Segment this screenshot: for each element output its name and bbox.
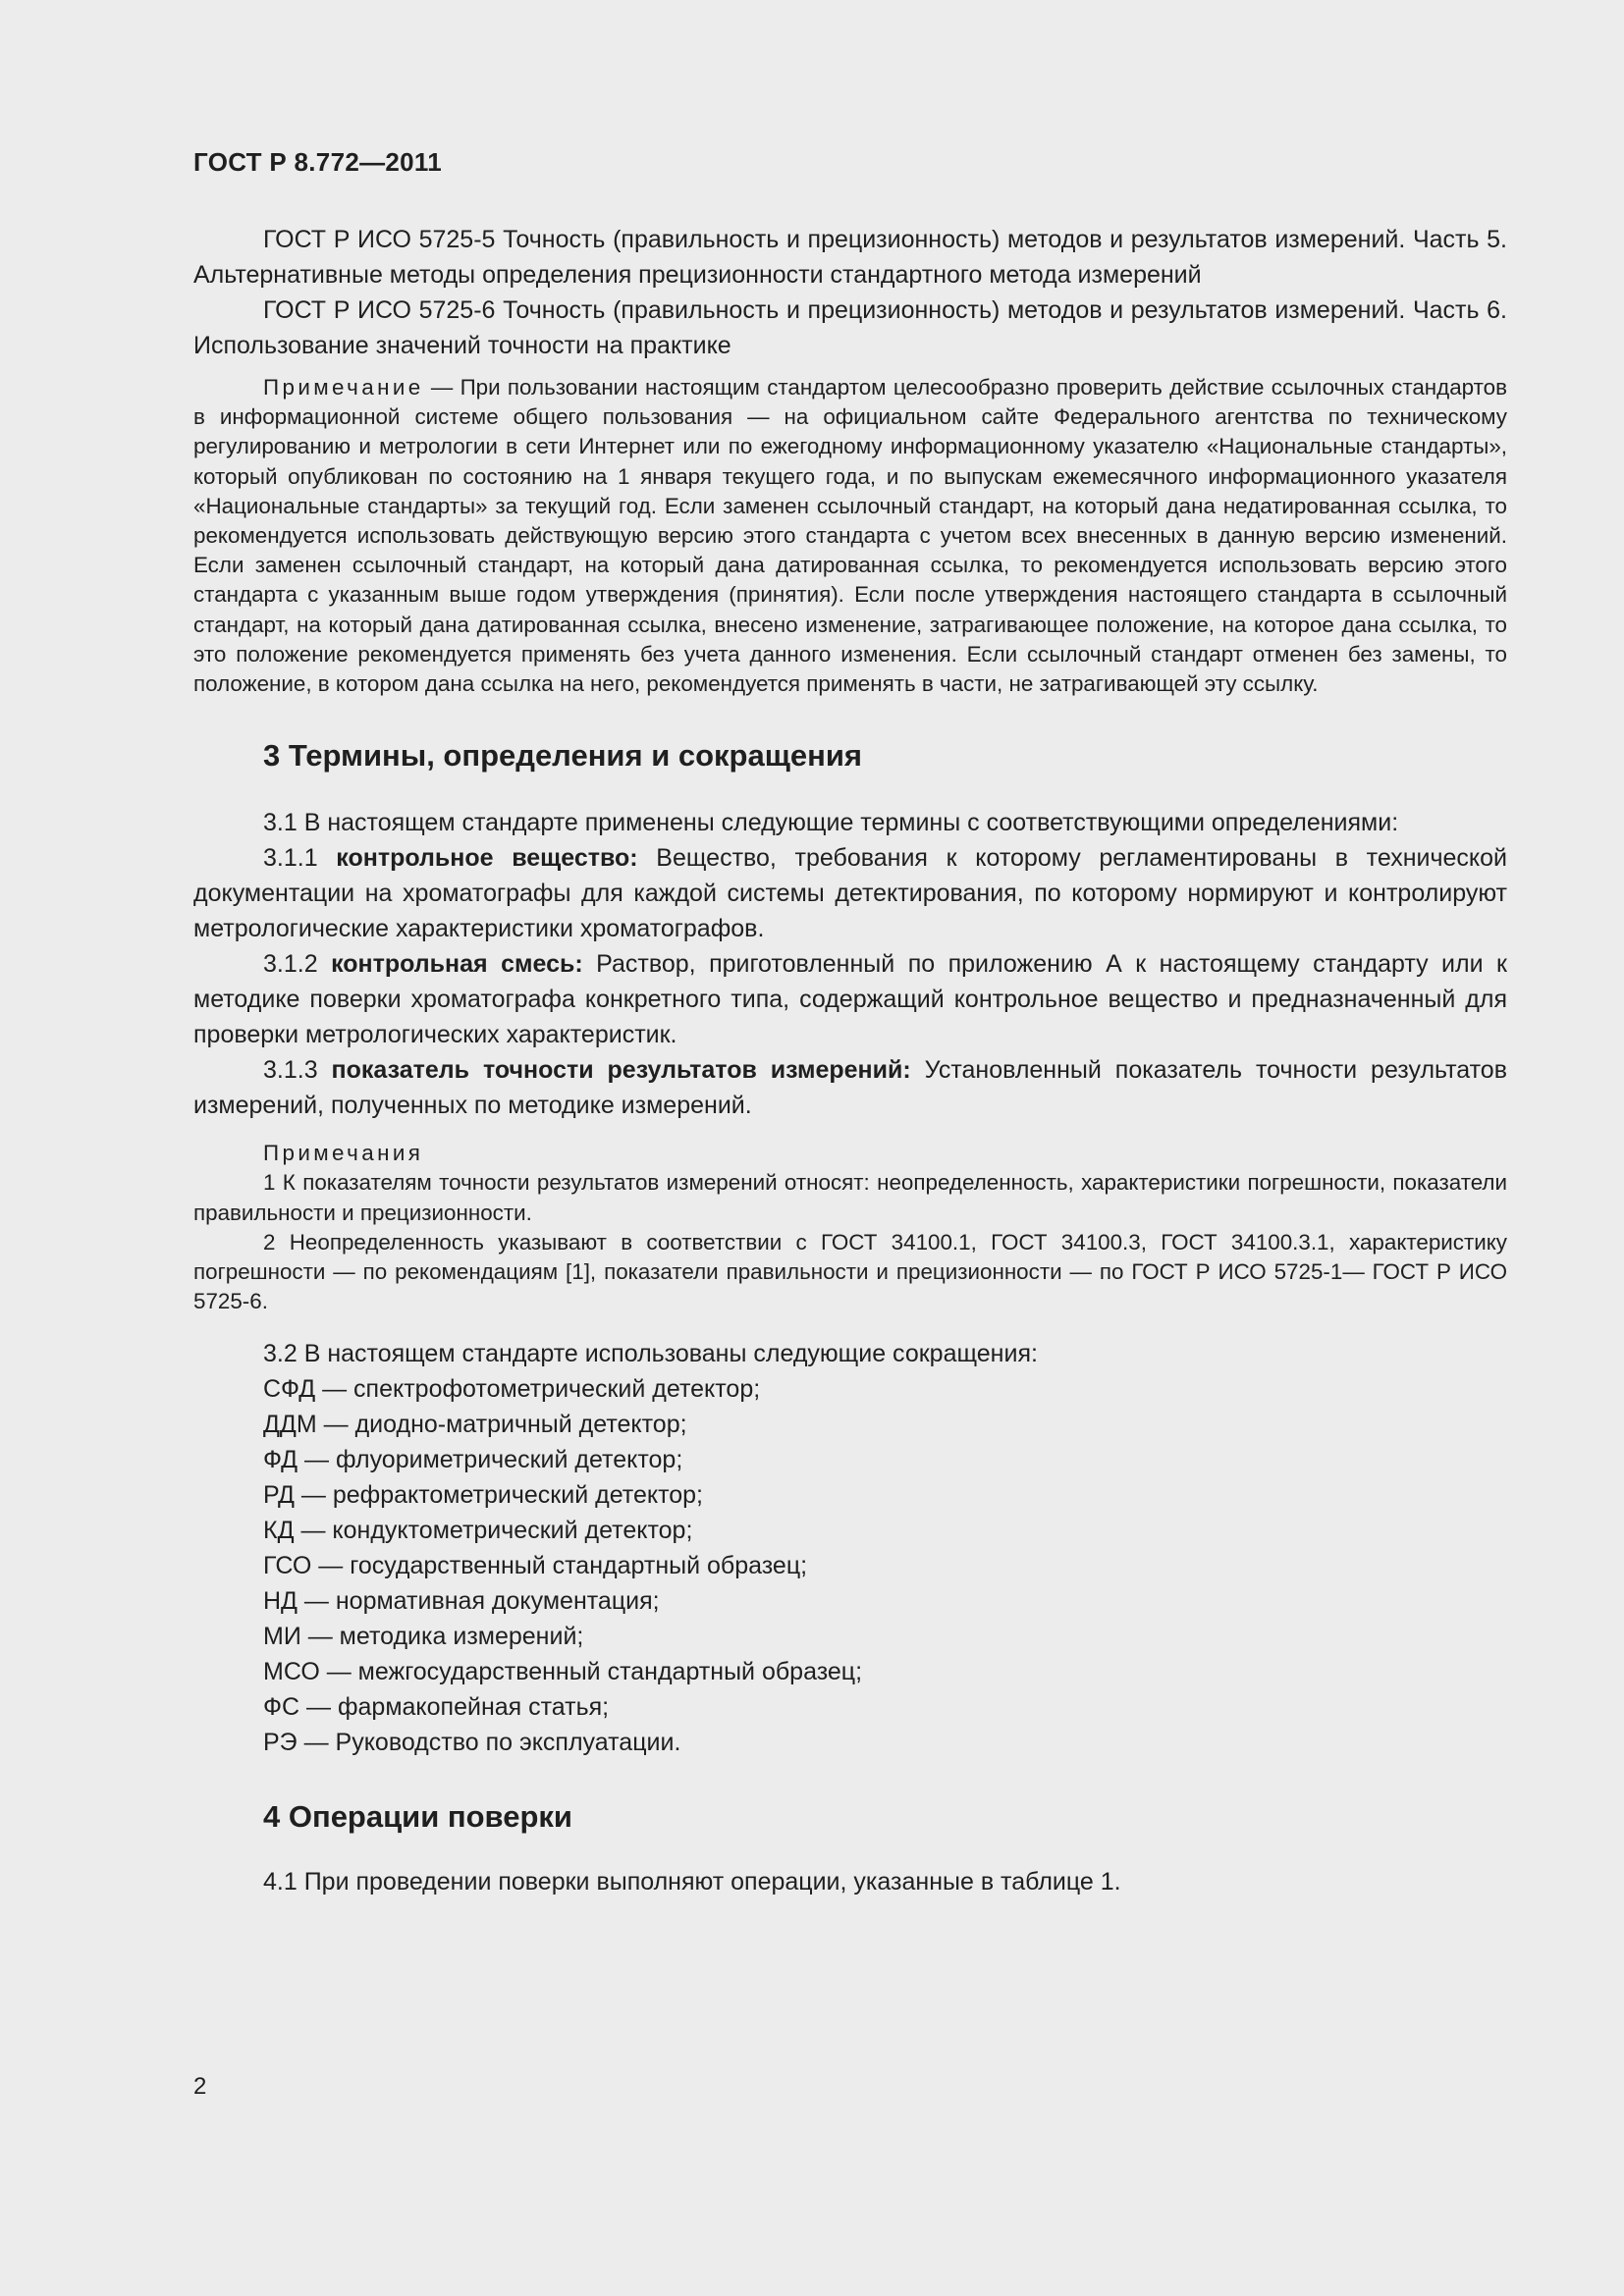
term-text: Вещество, требования к которому регламентированы в технической документации на хроматографы для каждой системы детектирования, по которому нормируют и контролируют метрологические характеристики хроматографов. xyxy=(193,844,1507,943)
term-number: 3.1.1 xyxy=(263,844,337,873)
term-name: контрольное вещество: xyxy=(336,844,638,873)
reference-note xyxy=(193,373,1507,699)
abbreviation-item: НД — нормативная документация; xyxy=(263,1587,660,1616)
abbreviation-list xyxy=(193,1336,1507,1760)
term-definition xyxy=(193,840,1507,946)
term-number: 3.1.2 xyxy=(263,950,332,979)
note-item: 1 К показателям точности результатов измерений относят: неопределенность, характеристики погрешности, показатели правильности и прецизионности. xyxy=(193,1170,1507,1225)
term-definition xyxy=(193,946,1507,1052)
abbreviation-item: ФД — флуориметрический детектор; xyxy=(263,1446,683,1474)
term-number: 3.1.3 xyxy=(263,1056,332,1085)
section-heading-4: 4 Операции поверки xyxy=(263,1799,572,1835)
abbreviation-item: СФД — спектрофотометрический детектор; xyxy=(263,1375,761,1404)
section-heading-3: 3 Термины, определения и сокращения xyxy=(263,738,862,774)
abbreviations-intro: 3.2 В настоящем стандарте использованы следующие сокращения: xyxy=(263,1340,1038,1368)
term-definition xyxy=(193,1052,1507,1123)
paragraph-3-1: 3.1 В настоящем стандарте применены следующие термины с соответствующими определениями: xyxy=(263,809,1399,837)
term-name: контрольная смесь: xyxy=(331,950,583,979)
note-text: — При пользовании настоящим стандартом целесообразно проверить действие ссылочных стандартов в информационной системе общего пользования — на официальном сайте Федерального агентства по техническому регулированию и метрологии в сети Интернет или по ежегодному информационному указателю «Национальные стандарты», который опубликован по состоянию на 1 января текущего года, и по выпускам ежемесячного информационного указателя «Национальные стандарты» за текущий год. Если заменен ссылочный стандарт, на который дана недатированная ссылка, то рекомендуется использовать действующую версию этого стандарта с учетом всех внесенных в данную версию изменений. Если заменен ссылочный стандарт, на который дана датированная ссылка, то рекомендуется использовать версию этого стандарта с указанным выше годом утверждения (принятия). Если после утверждения настоящего стандарта в ссылочный стандарт, на который дана датированная ссылка, внесено изменение, затрагивающее положение, на которое дана ссылка, то это положение рекомендуется применять без учета данного изменения. Если ссылочный стандарт отменен без замены, то положение, в котором дана ссылка на него, рекомендуется применять в части, не затрагивающей эту ссылку. xyxy=(193,375,1507,697)
abbreviation-item: ГСО — государственный стандартный образец; xyxy=(263,1552,808,1580)
note-label: Примечание xyxy=(263,375,424,400)
term-name: показатель точности результатов измерений: xyxy=(331,1056,911,1085)
note-item: 2 Неопределенность указывают в соответствии с ГОСТ 34100.1, ГОСТ 34100.3, ГОСТ 34100.3.1, характеристику погрешности — по рекомендациям [1], показатели правильности и прецизионности — по ГОСТ Р ИСО 5725-1— ГОСТ Р ИСО 5725-6. xyxy=(193,1229,1507,1314)
page-content xyxy=(193,222,1507,1899)
abbreviation-item: МСО — межгосударственный стандартный образец; xyxy=(263,1658,863,1686)
document-header: ГОСТ Р 8.772—2011 xyxy=(193,147,442,177)
term-text: Установленный показатель точности результатов измерений, полученных по методике измерений. xyxy=(193,1056,1507,1120)
term-text: Раствор, приготовленный по приложению А к настоящему стандарту или к методике поверки хроматографа конкретного типа, содержащий контрольное вещество и предназначенный для проверки метрологических характеристик. xyxy=(193,950,1507,1049)
abbreviation-item: РЭ — Руководство по эксплуатации. xyxy=(263,1729,681,1757)
abbreviation-item: ДДМ — диодно-матричный детектор; xyxy=(263,1411,687,1439)
terms-notes xyxy=(193,1139,1507,1316)
reference-item: ГОСТ Р ИСО 5725-5 Точность (правильность и прецизионность) методов и результатов измерений. Часть 5. Альтернативные методы определения прецизионности стандартного метода измерений xyxy=(193,226,1507,289)
abbreviation-item: КД — кондуктометрический детектор; xyxy=(263,1517,693,1545)
abbreviation-item: МИ — методика измерений; xyxy=(263,1623,584,1651)
paragraph-4-1: 4.1 При проведении поверки выполняют операции, указанные в таблице 1. xyxy=(263,1868,1121,1896)
note-paragraph xyxy=(193,373,1507,699)
reference-item: ГОСТ Р ИСО 5725-6 Точность (правильность и прецизионность) методов и результатов измерений. Часть 6. Использование значений точности на практике xyxy=(193,296,1507,359)
abbreviation-item: ФС — фармакопейная статья; xyxy=(263,1693,610,1722)
abbreviation-item: РД — рефрактометрический детектор; xyxy=(263,1481,703,1510)
page-number: 2 xyxy=(193,2073,207,2100)
notes-label: Примечания xyxy=(263,1141,424,1166)
